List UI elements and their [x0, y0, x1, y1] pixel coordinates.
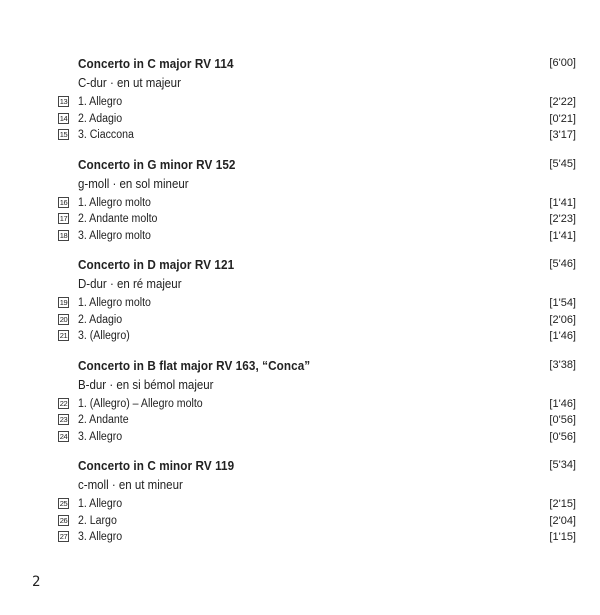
track-row	[0, 195, 600, 212]
track-title: 1. Allegro molto	[78, 196, 151, 209]
track-duration: [1'46]	[549, 397, 576, 410]
track-number-box: 27	[59, 532, 68, 541]
track-duration: [3'17]	[549, 129, 576, 141]
track-duration: [1'41]	[549, 196, 576, 209]
concerto-duration: [3'38]	[549, 358, 576, 371]
track-title: 2. Adagio	[78, 313, 123, 326]
concerto-key-subtitle: D-dur · en ré majeur	[78, 277, 182, 291]
track-duration: [2'15]	[549, 498, 576, 510]
track-duration: [2'22]	[549, 96, 576, 108]
track-title: 2. Largo	[78, 514, 117, 527]
track-title: 3. Allegro	[78, 531, 123, 543]
track-row	[0, 412, 600, 429]
track-row	[0, 211, 600, 228]
track-number-box: 18	[59, 230, 68, 240]
concerto-duration: [5'45]	[549, 157, 576, 170]
concerto-header	[0, 358, 600, 376]
track-number-box: 21	[59, 331, 68, 340]
track-row	[0, 496, 600, 513]
concerto-duration: [6'00]	[549, 57, 576, 69]
tracklist	[0, 56, 600, 559]
track-row	[0, 127, 600, 144]
track-title: 1. Allegro	[78, 498, 123, 510]
track-row	[0, 295, 600, 312]
concerto-title: Concerto in C major RV 114	[78, 56, 234, 71]
track-number-box: 26	[59, 515, 68, 525]
track-row	[0, 396, 600, 413]
track-duration: [0'56]	[549, 414, 576, 426]
track-title: 3. (Allegro)	[78, 330, 130, 342]
track-duration: [1'41]	[549, 229, 576, 242]
track-row	[0, 228, 600, 245]
track-number-box: 24	[59, 431, 68, 441]
concerto-header	[0, 56, 600, 74]
track-title: 1. Allegro molto	[78, 297, 151, 309]
concerto-duration: [5'34]	[549, 459, 576, 471]
track-row	[0, 328, 600, 345]
track-row	[0, 111, 600, 128]
track-duration: [0'56]	[549, 430, 576, 443]
track-title: 3. Allegro molto	[78, 229, 151, 242]
track-row	[0, 94, 600, 111]
track-title: 3. Ciaccona	[78, 129, 134, 141]
concerto-key-subtitle: B-dur · en si bémol majeur	[78, 377, 214, 392]
track-duration: [0'21]	[549, 112, 576, 125]
track-number-box: 19	[59, 298, 68, 307]
track-duration: [1'15]	[549, 531, 576, 543]
track-row	[0, 429, 600, 446]
track-title: 1. (Allegro) – Allegro molto	[78, 397, 203, 410]
page-number: 2	[32, 574, 41, 590]
concerto-key-subtitle: C-dur · en ut majeur	[78, 76, 181, 90]
concerto-header	[0, 458, 600, 476]
track-number-box: 16	[59, 197, 68, 207]
track-number-box: 25	[59, 499, 68, 508]
track-duration: [1'46]	[549, 330, 576, 342]
track-duration: [2'04]	[549, 514, 576, 527]
concerto-key-subtitle: c-moll · en ut mineur	[78, 478, 183, 492]
track-number-box: 20	[59, 314, 68, 324]
concerto-title: Concerto in C minor RV 119	[78, 458, 235, 473]
track-title: 2. Adagio	[78, 112, 123, 125]
concerto-section	[0, 458, 600, 546]
track-number-box: 15	[59, 130, 68, 139]
concerto-header	[0, 257, 600, 275]
concerto-header	[0, 157, 600, 175]
concerto-title: Concerto in D major RV 121	[78, 257, 235, 272]
track-row	[0, 529, 600, 546]
track-title: 2. Andante	[78, 414, 129, 426]
concerto-title: Concerto in G minor RV 152	[78, 156, 236, 172]
concerto-section	[0, 56, 600, 144]
concerto-section	[0, 157, 600, 245]
concerto-section	[0, 257, 600, 345]
concerto-title: Concerto in B flat major RV 163, “Conca”	[78, 357, 311, 373]
track-title: 3. Allegro	[78, 430, 123, 443]
track-number-box: 14	[59, 113, 68, 123]
track-row	[0, 312, 600, 329]
track-number-box: 23	[59, 415, 68, 424]
track-title: 2. Andante molto	[78, 213, 158, 225]
concerto-section	[0, 358, 600, 446]
track-number-box: 22	[59, 398, 68, 408]
concerto-key-subtitle: g-moll · en sol mineur	[78, 176, 189, 191]
track-duration: [2'06]	[549, 313, 576, 326]
concerto-duration: [5'46]	[549, 258, 576, 270]
track-number-box: 13	[59, 97, 68, 106]
track-number-box: 17	[59, 214, 68, 223]
track-duration: [1'54]	[549, 297, 576, 309]
track-title: 1. Allegro	[78, 96, 123, 108]
track-row	[0, 513, 600, 530]
track-duration: [2'23]	[549, 213, 576, 225]
